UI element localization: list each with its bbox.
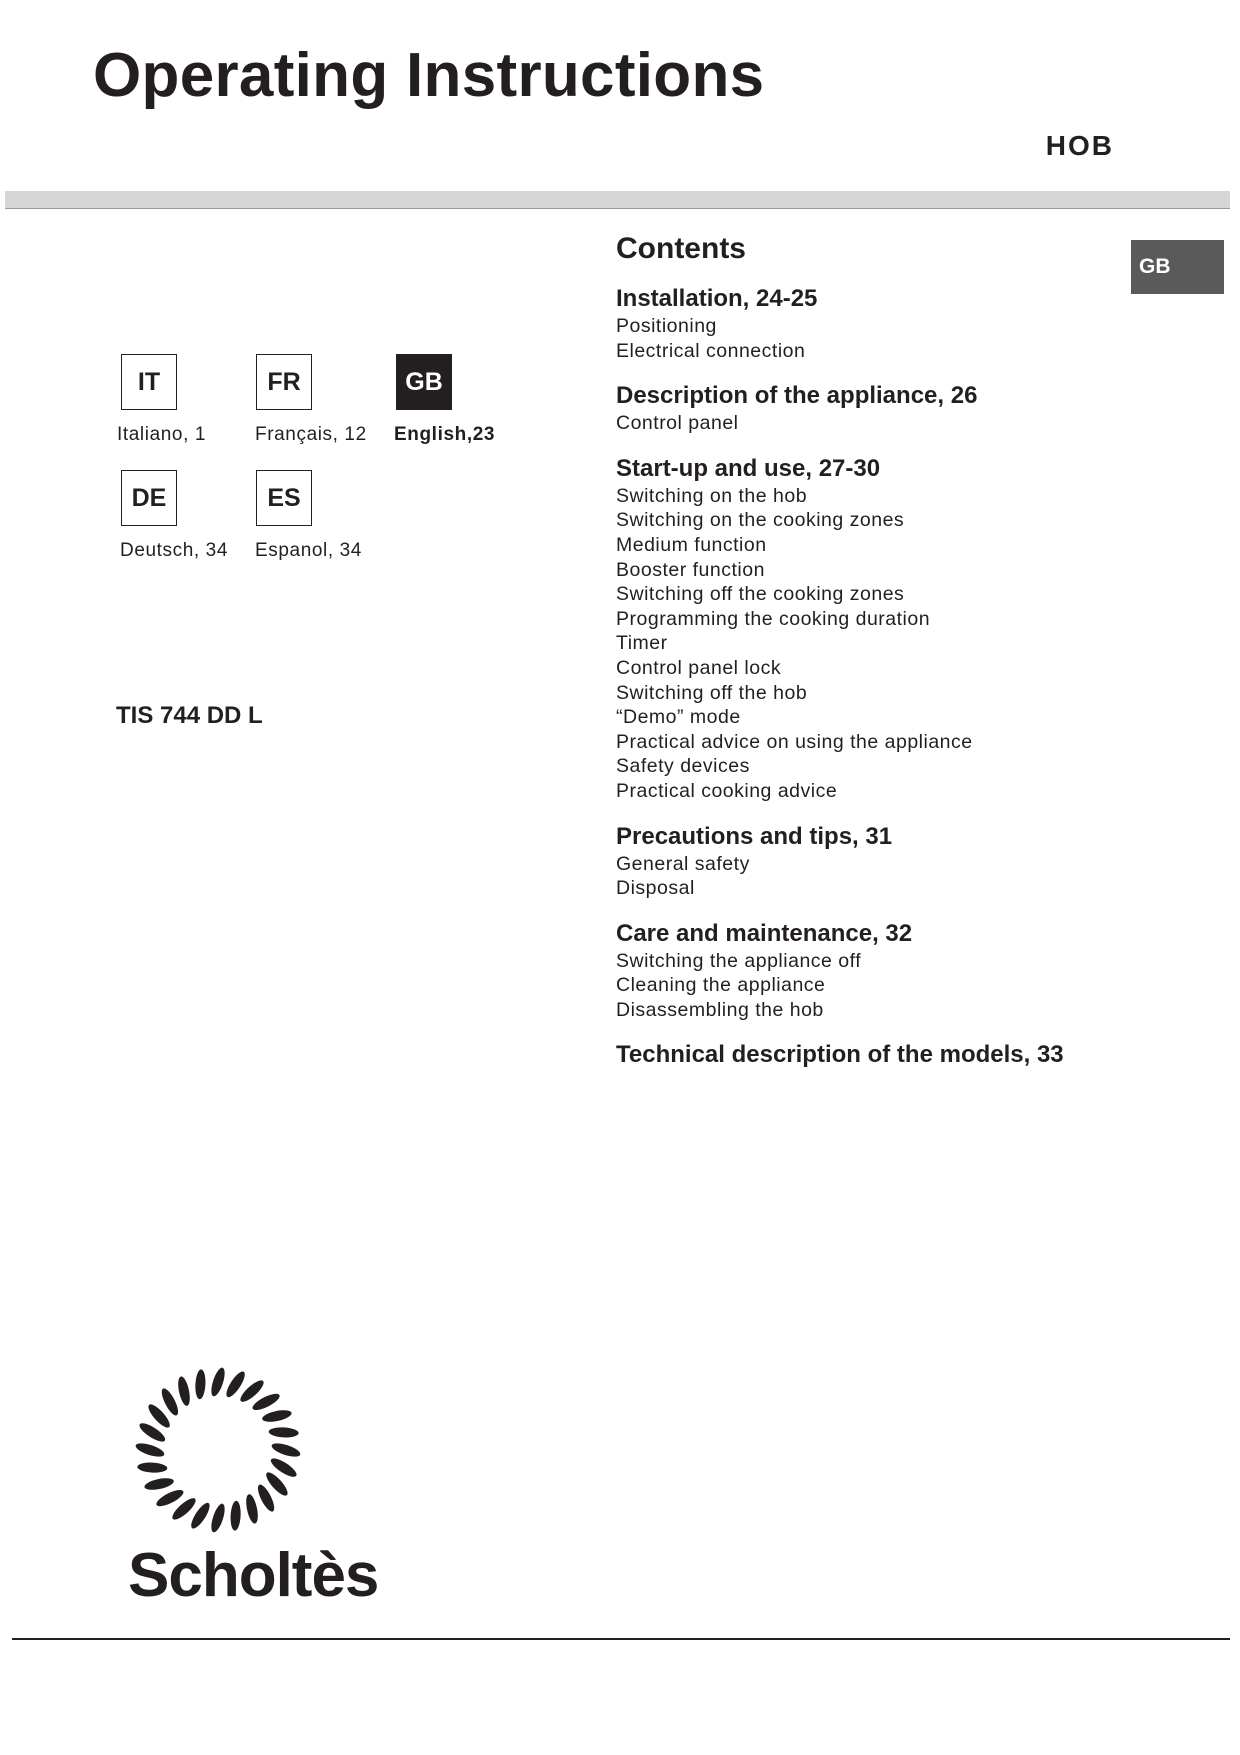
toc-item[interactable]: Switching the appliance off bbox=[616, 949, 862, 972]
toc-section-heading[interactable]: Start-up and use, 27-30 bbox=[616, 454, 881, 482]
toc-item[interactable]: Programming the cooking duration bbox=[616, 607, 931, 630]
toc-section-care bbox=[616, 919, 1136, 1023]
toc-item[interactable]: Safety devices bbox=[616, 755, 750, 778]
logo-ray bbox=[209, 1366, 228, 1398]
toc-item[interactable]: Electrical connection bbox=[616, 339, 806, 362]
toc-section-installation bbox=[616, 284, 1136, 363]
language-label-es: Espanol, 34 bbox=[255, 540, 362, 561]
toc-section-description bbox=[616, 381, 1136, 436]
logo-ray bbox=[134, 1441, 166, 1460]
toc-item[interactable]: Disposal bbox=[616, 877, 695, 900]
logo-ray bbox=[143, 1476, 174, 1492]
toc-item[interactable]: Control panel bbox=[616, 412, 739, 435]
toc-item[interactable]: Cleaning the appliance bbox=[616, 974, 826, 997]
logo-ray bbox=[195, 1369, 207, 1399]
logo-ray bbox=[261, 1408, 292, 1424]
language-box-gb[interactable]: GB bbox=[396, 354, 452, 410]
toc-section-startup bbox=[616, 454, 1136, 804]
toc-section-heading[interactable]: Description of the appliance, 26 bbox=[616, 382, 978, 410]
toc-section-heading[interactable]: Installation, 24-25 bbox=[616, 285, 818, 312]
toc-item[interactable]: Practical advice on using the appliance bbox=[616, 730, 973, 753]
table-of-contents bbox=[616, 232, 1136, 1088]
toc-section-technical bbox=[616, 1040, 1136, 1070]
toc-item[interactable]: General safety bbox=[616, 852, 750, 875]
language-label-it: Italiano, 1 bbox=[117, 424, 206, 445]
footer-rule bbox=[12, 1638, 1230, 1640]
language-label-gb: English,23 bbox=[394, 424, 496, 445]
toc-item[interactable]: Switching off the hob bbox=[616, 681, 808, 704]
toc-item[interactable]: Booster function bbox=[616, 558, 765, 581]
header-divider-band bbox=[5, 191, 1230, 209]
language-box-it[interactable]: IT bbox=[121, 354, 177, 410]
toc-item[interactable]: Control panel lock bbox=[616, 656, 782, 679]
language-label-fr: Français, 12 bbox=[255, 424, 367, 445]
toc-item[interactable]: Medium function bbox=[616, 533, 767, 556]
logo-ray bbox=[137, 1462, 167, 1474]
contents-title: Contents bbox=[616, 232, 746, 265]
language-side-tab: GB bbox=[1131, 240, 1224, 294]
logo-ray bbox=[209, 1502, 228, 1534]
brand-name: Scholtès bbox=[128, 1541, 379, 1610]
logo-ray bbox=[270, 1441, 302, 1460]
document-title: Operating Instructions bbox=[93, 41, 765, 110]
toc-item[interactable]: Switching on the cooking zones bbox=[616, 509, 905, 532]
toc-section-heading[interactable]: Technical description of the models, 33 bbox=[616, 1041, 1064, 1069]
toc-item[interactable]: Switching on the hob bbox=[616, 484, 808, 507]
toc-item[interactable]: “Demo” mode bbox=[616, 706, 741, 729]
model-number: TIS 744 DD L bbox=[116, 702, 263, 729]
toc-section-precautions bbox=[616, 822, 1136, 901]
brand-logo bbox=[128, 1360, 308, 1545]
toc-item[interactable]: Practical cooking advice bbox=[616, 779, 838, 802]
toc-item[interactable]: Switching off the cooking zones bbox=[616, 583, 905, 606]
language-box-de[interactable]: DE bbox=[121, 470, 177, 526]
language-box-fr[interactable]: FR bbox=[256, 354, 312, 410]
logo-ray bbox=[230, 1500, 242, 1530]
language-label-de: Deutsch, 34 bbox=[120, 540, 228, 561]
language-box-es[interactable]: ES bbox=[256, 470, 312, 526]
toc-section-heading[interactable]: Care and maintenance, 32 bbox=[616, 919, 913, 947]
logo-ray bbox=[244, 1493, 260, 1524]
logo-ray bbox=[176, 1375, 192, 1406]
logo-ray bbox=[268, 1427, 298, 1439]
toc-item[interactable]: Disassembling the hob bbox=[616, 998, 824, 1021]
toc-item[interactable]: Positioning bbox=[616, 315, 717, 337]
toc-item[interactable]: Timer bbox=[616, 632, 668, 655]
toc-section-heading[interactable]: Precautions and tips, 31 bbox=[616, 822, 893, 850]
product-type: HOB bbox=[1045, 130, 1114, 161]
sun-logo-icon bbox=[128, 1360, 308, 1540]
